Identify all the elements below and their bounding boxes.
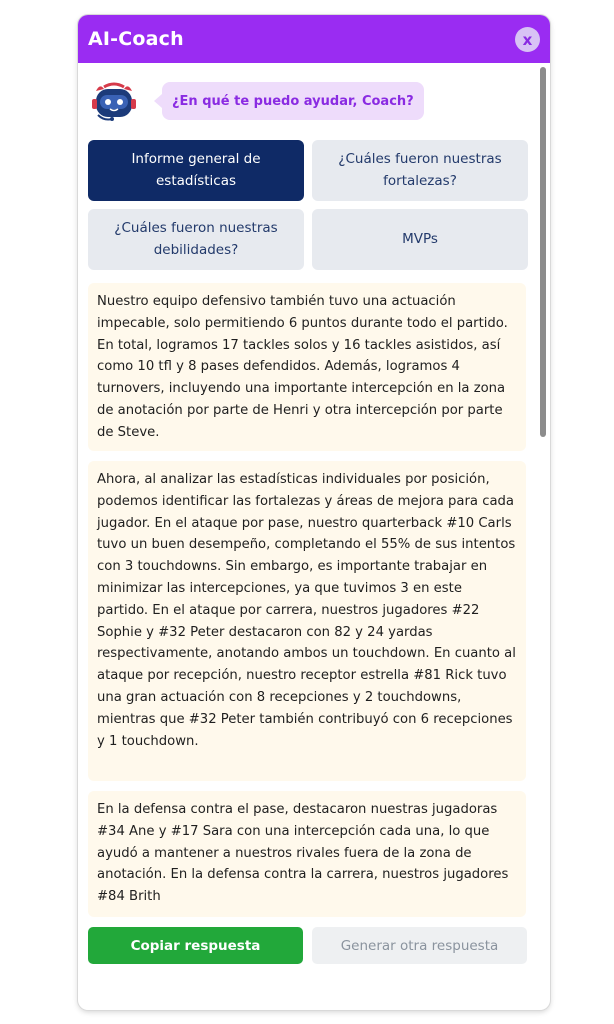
ai-coach-widget [78, 15, 550, 1010]
scrollbar-thumb[interactable] [540, 67, 546, 437]
widget-header [78, 15, 550, 63]
response-paragraph-3: En la defensa contra el pase, destacaron nuestras jugadoras #34 Ane y #17 Sara con una intercepción cada una, lo que ayudó a mantener a nuestros rivales fuera de la zona de anotación. En la defensa contra la carrera, nuestros jugadores #84 Brith [88, 791, 526, 917]
robot-avatar-icon [90, 79, 138, 123]
option-strengths-button[interactable]: ¿Cuáles fueron nuestras fortalezas? [312, 140, 528, 201]
greeting-bubble: ¿En qué te puedo ayudar, Coach? [162, 82, 424, 120]
coach-avatar-row [90, 79, 138, 123]
response-paragraph-1: Nuestro equipo defensivo también tuvo una actuación impecable, solo permitiendo 6 puntos durante todo el partido. En total, logramos 17 tackles solos y 16 tackles asistidos, así como 10 tfl y 8 pases defendidos. Además, logramos 4 turnovers, incluyendo una importante intercepción en la zona de anotación por parte de Henri y otra intercepción por parte de Steve. [88, 283, 526, 451]
option-general-stats-button[interactable]: Informe general de estadísticas [88, 140, 304, 201]
widget-title: AI-Coach [88, 28, 184, 50]
regenerate-response-button[interactable]: Generar otra respuesta [312, 927, 527, 964]
copy-response-button[interactable]: Copiar respuesta [88, 927, 303, 964]
option-mvps-button[interactable]: MVPs [312, 209, 528, 270]
option-weaknesses-button[interactable]: ¿Cuáles fueron nuestras debilidades? [88, 209, 304, 270]
background-strip [0, 0, 614, 14]
close-button[interactable] [515, 27, 540, 52]
response-paragraph-2: Ahora, al analizar las estadísticas individuales por posición, podemos identificar las fortalezas y áreas de mejora para cada jugador. En el ataque por pase, nuestro quarterback #10 Carls tuvo un buen desempeño, completando el 55% de sus intentos con 3 touchdowns. Sin embargo, es importante trabajar en minimizar las intercepciones, ya que tuvimos 3 en este partido. En el ataque por carrera, nuestros jugadores #22 Sophie y #32 Peter destacaron con 82 y 24 yardas respectivamente, anotando ambos un touchdown. En cuanto al ataque por recepción, nuestro receptor estrella #81 Rick tuvo una gran actuación con 8 recepciones y 2 touchdowns, mientras que #32 Peter también contribuyó con 6 recepciones y 1 touchdown. [88, 461, 526, 781]
close-icon: x [522, 30, 533, 49]
